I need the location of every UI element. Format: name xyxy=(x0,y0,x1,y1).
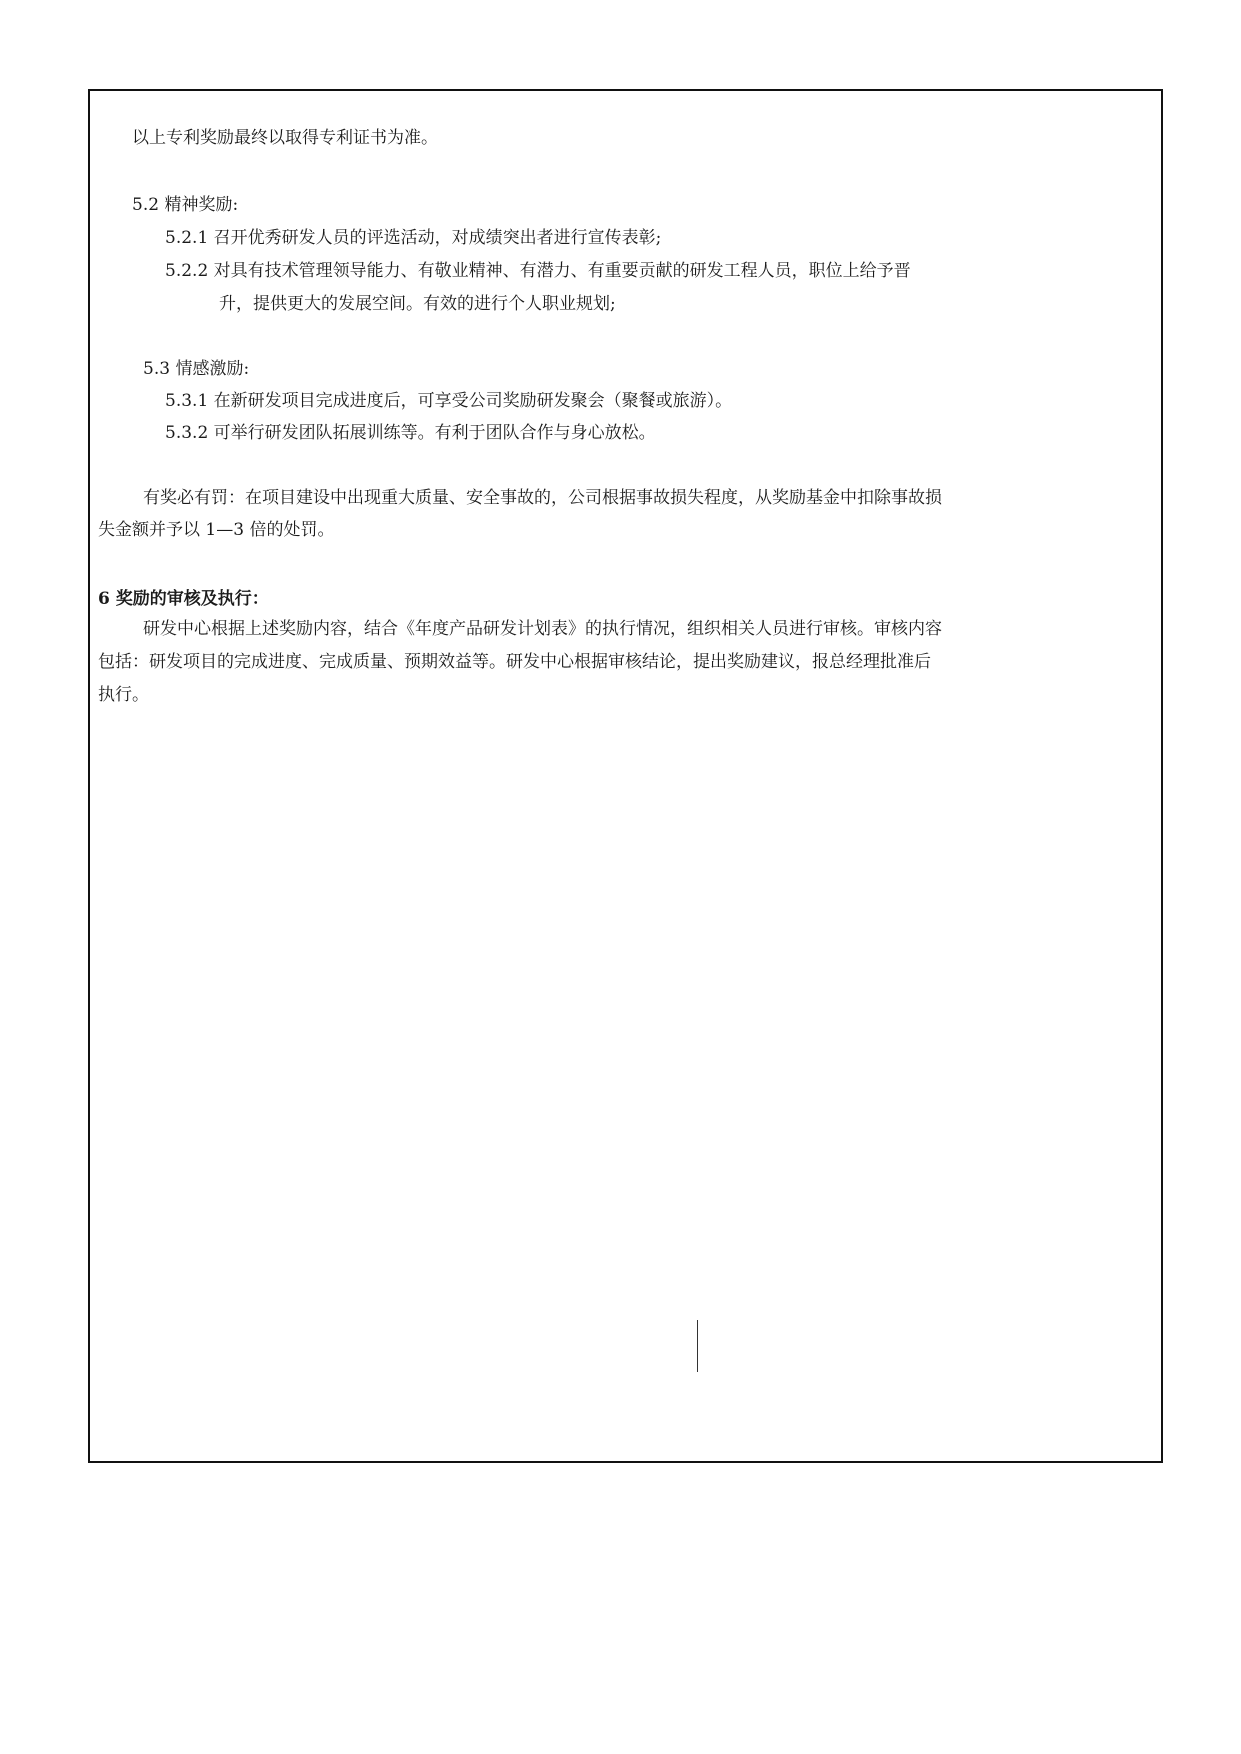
item-5-3-2: 5.3.2 可举行研发团队拓展训练等。有利于团队合作与身心放松。 xyxy=(165,423,656,443)
item-5-2-1: 5.2.1 召开优秀研发人员的评选活动，对成绩突出者进行宣传表彰; xyxy=(165,228,662,248)
item-5-3-1: 5.3.1 在新研发项目完成进度后，可享受公司奖励研发聚会（聚餐或旅游）。 xyxy=(165,391,733,411)
section-6-line2: 包括：研发项目的完成进度、完成质量、预期效益等。研发中心根据审核结论，提出奖励建议，报总经理批准后 xyxy=(98,652,931,672)
section-5-2-title: 5.2 精神奖励: xyxy=(132,195,239,215)
section-6-line1: 研发中心根据上述奖励内容，结合《年度产品研发计划表》的执行情况，组织相关人员进行审核。审核内容 xyxy=(143,619,942,639)
item-5-2-2-line1: 5.2.2 对具有技术管理领导能力、有敬业精神、有潜力、有重要贡献的研发工程人员，职位上给予晋 xyxy=(165,261,911,281)
penalty-line1: 有奖必有罚：在项目建设中出现重大质量、安全事故的，公司根据事故损失程度，从奖励基金中扣除事故损 xyxy=(143,488,942,508)
penalty-line2: 失金额并予以 1—3 倍的处罚。 xyxy=(98,520,335,540)
item-5-2-2-line2: 升，提供更大的发展空间。有效的进行个人职业规划; xyxy=(219,294,616,314)
section-6-title: 6 奖励的审核及执行： xyxy=(98,589,269,609)
patent-note: 以上专利奖励最终以取得专利证书为准。 xyxy=(132,128,438,148)
text-cursor xyxy=(697,1320,698,1372)
section-5-3-title: 5.3 情感激励: xyxy=(143,359,250,379)
section-6-line3: 执行。 xyxy=(98,685,149,705)
